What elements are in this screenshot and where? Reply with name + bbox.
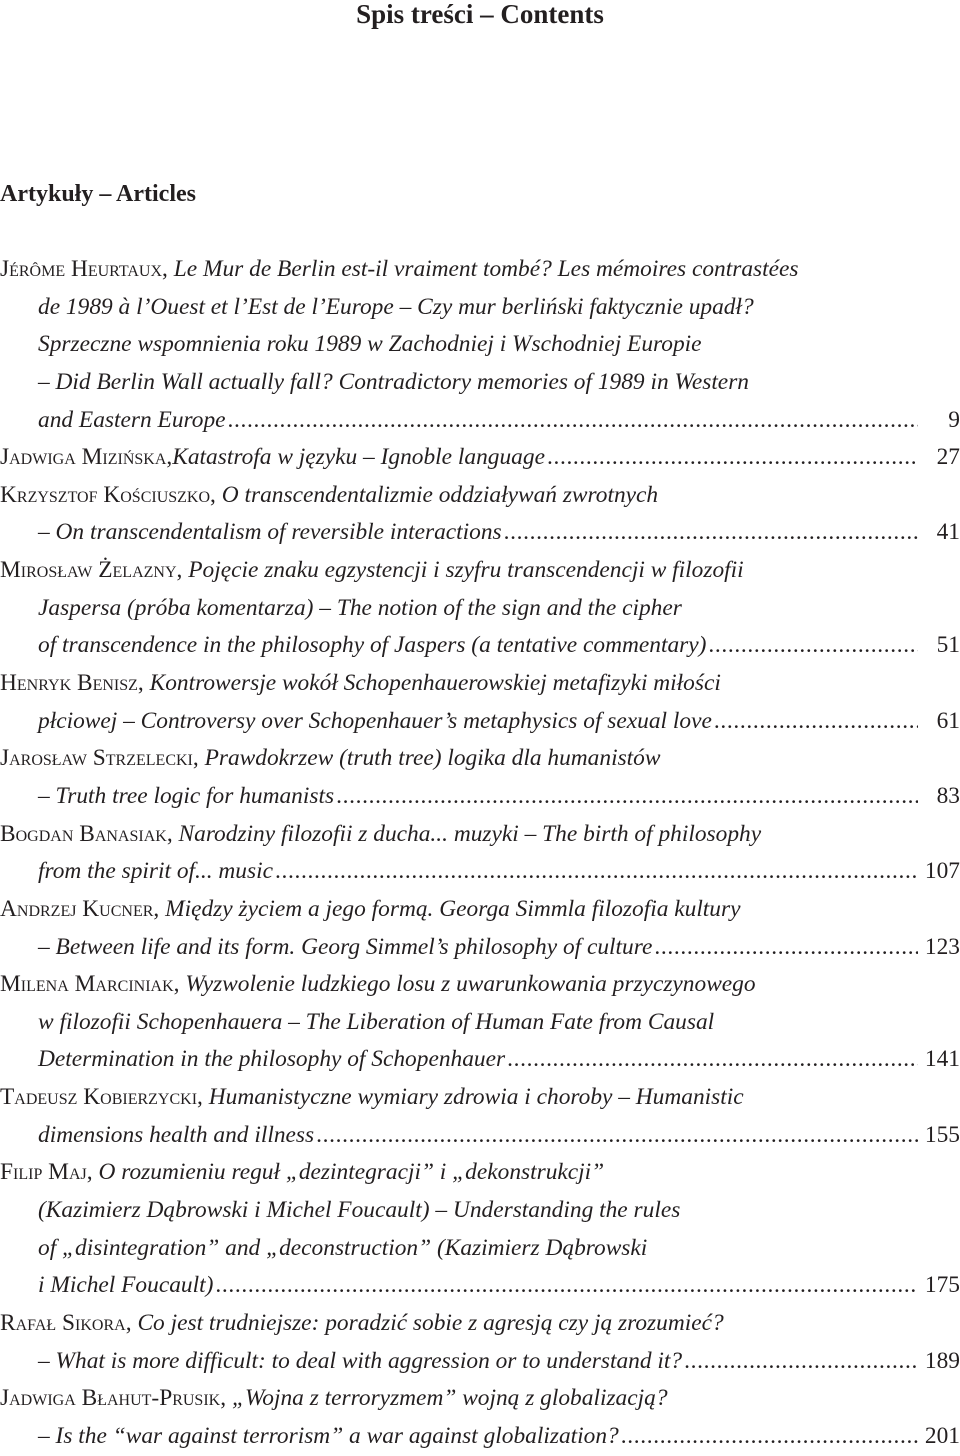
toc-entry-title: Determination in the philosophy of Schopenhauer — [38, 1046, 506, 1073]
toc-entry[interactable] — [0, 891, 960, 966]
toc-entry-line — [0, 402, 960, 440]
dot-leader — [275, 853, 918, 891]
toc-entry-title: – Between life and its form. Georg Simmel’s philosophy of culture — [38, 933, 653, 960]
toc-entry-title: w filozofii Schopenhauera – The Liberation of Human Fate from Causal — [38, 1008, 715, 1035]
toc-entry-page-number: 189 — [924, 1347, 960, 1374]
toc-entry-title: O rozumieniu reguł „dezintegracji” i „dekonstrukcji” — [98, 1159, 605, 1186]
toc-entry-line — [0, 477, 960, 515]
toc-entry-line — [0, 1230, 960, 1268]
toc-list — [0, 251, 960, 1456]
toc-entry-author: Henryk Benisz, — [0, 670, 144, 697]
toc-entry-title: dimensions health and illness — [38, 1121, 315, 1148]
toc-entry-page-number: 83 — [936, 782, 960, 809]
dot-leader — [547, 439, 918, 477]
toc-entry-page-number: 27 — [936, 444, 960, 471]
toc-entry-title: de 1989 à l’Ouest et l’Est de l’Europe – Czy mur berliński faktycznie upadł? — [38, 293, 754, 320]
toc-entry-title: Wyzwolenie ludzkiego losu z uwarunkowania przyczynowego — [185, 971, 756, 998]
toc-entry-title: „Wojna z terroryzmem” wojną z globalizacją? — [231, 1385, 668, 1412]
dot-leader — [336, 778, 918, 816]
toc-entry-title: Kontrowersje wokół Schopenhauerowskiej metafizyki miłości — [149, 670, 721, 697]
dot-leader — [215, 1267, 918, 1305]
toc-entry[interactable] — [0, 1079, 960, 1154]
toc-entry[interactable] — [0, 477, 960, 552]
toc-entry-title: and Eastern Europe — [38, 406, 226, 433]
toc-entry-line — [0, 816, 960, 854]
toc-entry-title: from the spirit of... music — [38, 858, 273, 885]
toc-entry-author: Jérôme Heurtaux, — [0, 256, 168, 282]
toc-entry-author: Mirosław Żelazny, — [0, 557, 183, 584]
toc-entry-page-number: 155 — [924, 1121, 960, 1148]
toc-entry-author: Milena Marciniak, — [0, 971, 180, 998]
toc-entry-title: – What is more difficult: to deal with aggression or to understand it? — [38, 1347, 683, 1374]
toc-entry-line — [0, 1079, 960, 1117]
toc-entry-page-number: 123 — [924, 933, 960, 960]
toc-entry-title: Pojęcie znaku egzystencji i szyfru transcendencji w filozofii — [188, 557, 744, 584]
dot-leader — [228, 402, 918, 440]
toc-entry-author: Jarosław Strzelecki, — [0, 745, 199, 772]
toc-entry-title: płciowej – Controversy over Schopenhauer’s metaphysics of sexual love — [38, 707, 712, 734]
toc-entry[interactable] — [0, 1305, 960, 1380]
toc-entry-title: Katastrofa w języku – Ignoble language — [172, 444, 545, 471]
toc-entry-page-number: 201 — [924, 1422, 960, 1449]
page-title: Spis treści – Contents — [356, 0, 604, 29]
toc-entry[interactable] — [0, 439, 960, 477]
toc-entry-title: Narodziny filozofii z ducha... muzyki – The birth of philosophy — [178, 820, 762, 847]
toc-entry-title: i Michel Foucault) — [38, 1272, 214, 1299]
dot-leader — [708, 627, 918, 665]
toc-entry-line — [0, 364, 960, 402]
toc-entry-page-number: 9 — [948, 406, 960, 433]
toc-entry-author: Jadwiga Błahut-Prusik, — [0, 1385, 227, 1412]
dot-leader — [654, 929, 918, 967]
toc-entry-line — [0, 1267, 960, 1305]
toc-entry-page-number: 41 — [936, 519, 960, 546]
toc-entry-title: of transcendence in the philosophy of Jaspers (a tentative commentary) — [38, 632, 707, 659]
toc-entry-title: O transcendentalizmie oddziaływań zwrotnych — [221, 481, 659, 508]
toc-entry-title: Sprzeczne wspomnienia roku 1989 w Zachodniej i Wschodniej Europie — [38, 331, 702, 358]
toc-entry-line — [0, 929, 960, 967]
toc-entry-line — [0, 1154, 960, 1192]
toc-entry-author: Jadwiga Mizińska, — [0, 444, 173, 471]
toc-entry-title: Prawdokrzew (truth tree) logika dla humanistów — [204, 745, 661, 772]
toc-entry-title: Co jest trudniejsze: poradzić sobie z agresją czy ją zrozumieć? — [137, 1309, 724, 1336]
toc-entry-author: Krzysztof Kościuszko, — [0, 481, 216, 508]
toc-entry-author: Rafał Sikora, — [0, 1309, 132, 1336]
toc-entry[interactable] — [0, 966, 960, 1079]
toc-entry-title: – Truth tree logic for humanists — [38, 782, 335, 809]
toc-entry-line — [0, 627, 960, 665]
toc-entry[interactable] — [0, 552, 960, 665]
toc-entry-line — [0, 289, 960, 327]
toc-entry-title: Le Mur de Berlin est-il vraiment tombé? Les mémoires contrastées — [173, 256, 799, 282]
toc-entry-title: – On transcendentalism of reversible interactions — [38, 519, 502, 546]
toc-entry[interactable] — [0, 740, 960, 815]
toc-entry-line — [0, 1192, 960, 1230]
toc-entry[interactable] — [0, 665, 960, 740]
toc-entry-author: Bogdan Banasiak, — [0, 820, 173, 847]
toc-entry-line — [0, 740, 960, 778]
toc-entry-line — [0, 1380, 960, 1418]
toc-entry-title: of „disintegration” and „deconstruction” (Kazimierz Dąbrowski — [38, 1234, 648, 1261]
toc-entry-page-number: 107 — [924, 858, 960, 885]
toc-entry-page-number: 51 — [936, 632, 960, 659]
toc-entry-line — [0, 439, 960, 477]
toc-entry-page-number: 141 — [924, 1046, 960, 1073]
toc-entry-line — [0, 1117, 960, 1155]
dot-leader — [684, 1343, 918, 1381]
toc-entry-line — [0, 514, 960, 552]
toc-entry-line — [0, 853, 960, 891]
toc-entry-title: – Did Berlin Wall actually fall? Contradictory memories of 1989 in Western — [38, 368, 749, 395]
toc-entry-line — [0, 778, 960, 816]
toc-entry-title: Jaspersa (próba komentarza) – The notion of the sign and the cipher — [38, 594, 682, 621]
toc-entry-page-number: 61 — [936, 707, 960, 734]
toc-entry-title: (Kazimierz Dąbrowski i Michel Foucault) – Understanding the rules — [38, 1197, 681, 1224]
toc-entry-author: Tadeusz Kobierzycki, — [0, 1084, 203, 1111]
toc-entry-line — [0, 552, 960, 590]
section-title: Artykuły – Articles — [0, 181, 196, 207]
toc-entry-line — [0, 966, 960, 1004]
toc-entry-line — [0, 1343, 960, 1381]
toc-entry-line — [0, 326, 960, 364]
toc-entry-line — [0, 891, 960, 929]
toc-entry-page-number: 175 — [924, 1272, 960, 1299]
toc-entry-author: Filip Maj, — [0, 1159, 93, 1186]
toc-entry-line — [0, 251, 960, 289]
toc-entry-line — [0, 703, 960, 741]
toc-entry[interactable] — [0, 1380, 960, 1455]
dot-leader — [714, 703, 918, 741]
toc-entry-line — [0, 1041, 960, 1079]
toc-entry[interactable] — [0, 251, 960, 439]
toc-entry-title: Między życiem a jego formą. Georga Simmla filozofia kultury — [165, 895, 741, 922]
dot-leader — [507, 1041, 918, 1079]
toc-entry-line — [0, 1004, 960, 1042]
dot-leader — [504, 514, 918, 552]
toc-entry-title: Humanistyczne wymiary zdrowia i choroby – Humanistic — [208, 1084, 744, 1111]
toc-entry[interactable] — [0, 1154, 960, 1305]
toc-entry-author: Andrzej Kucner, — [0, 895, 160, 922]
toc-entry-line — [0, 665, 960, 703]
toc-entry[interactable] — [0, 816, 960, 891]
toc-entry-line — [0, 1305, 960, 1343]
toc-entry-line — [0, 590, 960, 628]
toc-entry-title: – Is the “war against terrorism” a war against globalization? — [38, 1422, 619, 1449]
dot-leader — [316, 1117, 918, 1155]
